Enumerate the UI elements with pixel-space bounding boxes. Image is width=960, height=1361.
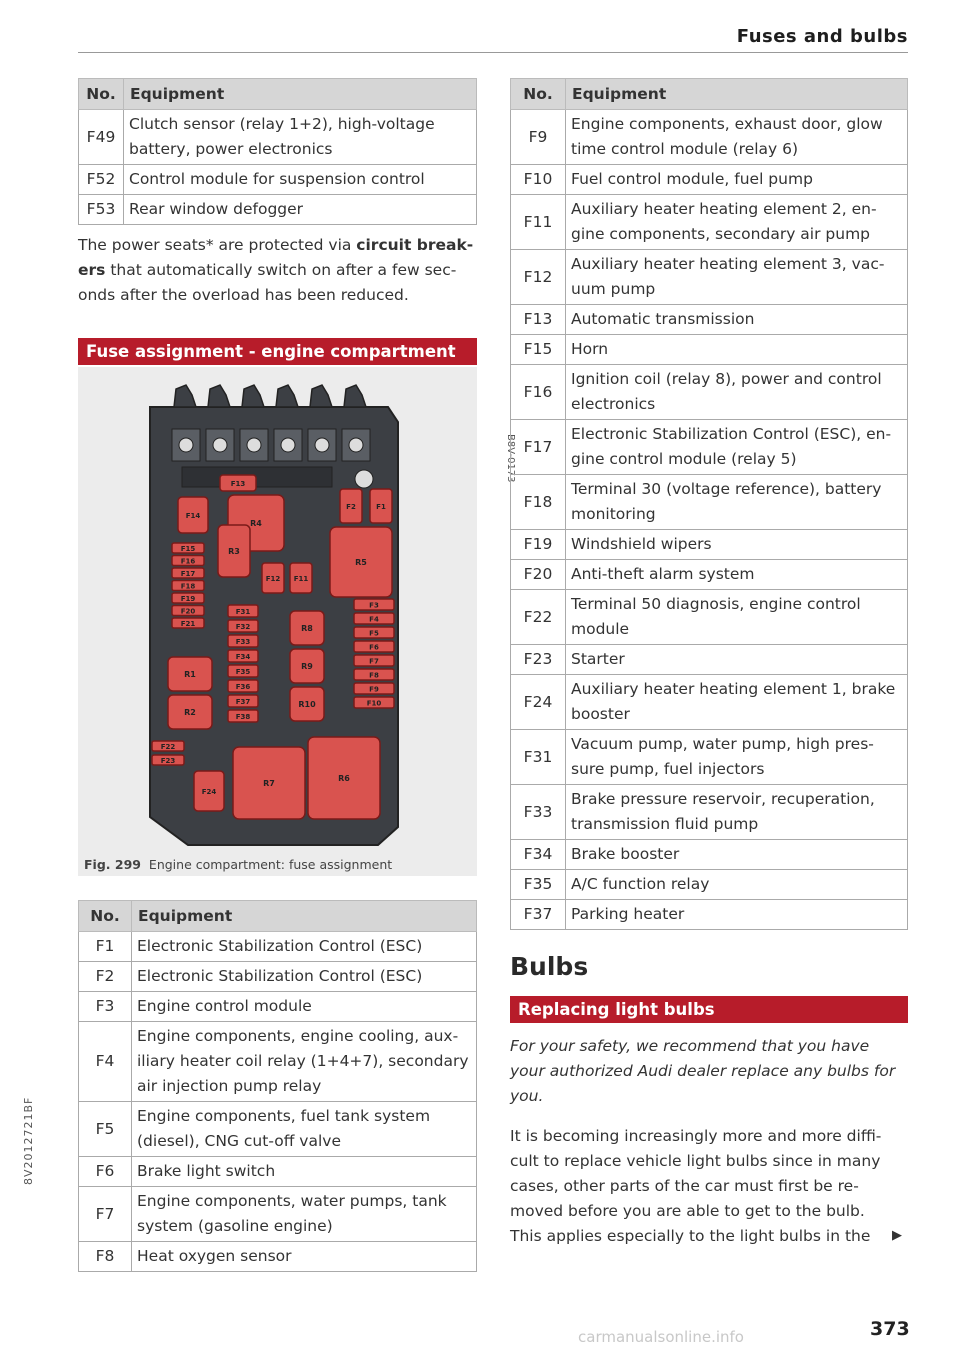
fuse-number: F2	[79, 962, 132, 992]
table-row	[511, 645, 908, 675]
fuse-number: F23	[511, 645, 566, 675]
fuse-number: F16	[511, 365, 566, 420]
fuse-equipment: Brake pressure reservoir, recuperation, transmission fluid pump	[566, 785, 908, 840]
mount-hole	[355, 470, 373, 488]
fuse-number: F52	[79, 165, 124, 195]
power-seats-paragraph	[78, 233, 477, 308]
fuse-table-engine-continued	[510, 78, 908, 930]
fuse-f2-label: F2	[346, 503, 356, 511]
fuse-equipment: Auxiliary heater heating element 3, vac-uum pump	[566, 250, 908, 305]
fuse-number: F31	[511, 730, 566, 785]
fuse-equipment: Windshield wipers	[566, 530, 908, 560]
para-text-start: The power seats* are protected via	[78, 236, 357, 254]
fuse-f13-label: F13	[230, 480, 246, 488]
col-no-header: No.	[79, 79, 124, 110]
running-header: Fuses and bulbs	[736, 26, 908, 47]
table-row	[79, 165, 477, 195]
fuse-equipment: Engine control module	[132, 992, 477, 1022]
fuse-f37-label: F37	[235, 698, 251, 706]
fuse-f12-label: F12	[265, 575, 281, 583]
fuse-equipment: Auxiliary heater heating element 1, brake booster	[566, 675, 908, 730]
fuse-f5-label: F5	[369, 629, 379, 638]
fuse-number: F20	[511, 560, 566, 590]
fuse-number: F9	[511, 110, 566, 165]
fuse-f23-label: F23	[160, 757, 176, 765]
continue-arrow-icon: ▶	[892, 1228, 902, 1243]
fuse-equipment: Automatic transmission	[566, 305, 908, 335]
fuse-number: F7	[79, 1187, 132, 1242]
relay-r5-label: R5	[355, 558, 367, 567]
table-row	[79, 110, 477, 165]
fuse-number: F33	[511, 785, 566, 840]
fuse-f14-label: F14	[185, 512, 201, 520]
fuse-f38-label: F38	[235, 713, 251, 721]
table-row	[79, 932, 477, 962]
fuse-f7-label: F7	[369, 657, 379, 666]
table-row	[511, 165, 908, 195]
figure-code: B8V-0173	[505, 434, 516, 483]
table-row	[79, 1102, 477, 1157]
table-row	[511, 530, 908, 560]
figure-caption-text: Engine compartment: fuse assignment	[148, 857, 393, 872]
bulbs-heading: Bulbs	[510, 952, 589, 981]
fuse-equipment: Horn	[566, 335, 908, 365]
fuse-equipment: Rear window defogger	[124, 195, 477, 225]
fuse-number: F6	[79, 1157, 132, 1187]
fuse-equipment: Engine components, water pumps, tank system (gasoline engine)	[132, 1187, 477, 1242]
fuse-number: F1	[79, 932, 132, 962]
fuse-equipment: Engine components, exhaust door, glow time control module (relay 6)	[566, 110, 908, 165]
figure-caption	[84, 857, 392, 872]
fuse-f16-label: F16	[180, 557, 196, 566]
fuse-number: F34	[511, 840, 566, 870]
relay-r3-label: R3	[228, 547, 240, 556]
relay-r8-label: R8	[301, 624, 313, 633]
table-row	[511, 195, 908, 250]
section-heading-replacing-bulbs: Replacing light bulbs	[510, 996, 908, 1023]
fuse-equipment: Ignition coil (relay 8), power and control electronics	[566, 365, 908, 420]
fuse-f6-label: F6	[369, 643, 379, 652]
fuse-equipment: Engine components, fuel tank system (diesel), CNG cut-off valve	[132, 1102, 477, 1157]
fuse-number: F8	[79, 1242, 132, 1272]
fuse-number: F17	[511, 420, 566, 475]
bulbs-safety-note: For your safety, we recommend that you have your authorized Audi dealer replace any bulbs for you.	[510, 1037, 896, 1105]
fuse-equipment: Starter	[566, 645, 908, 675]
relay-r9-label: R9	[301, 662, 313, 671]
fuse-f35-label: F35	[235, 668, 251, 676]
fuse-number: F19	[511, 530, 566, 560]
fuse-number: F15	[511, 335, 566, 365]
fuse-equipment: Control module for suspension control	[124, 165, 477, 195]
fuse-number: F35	[511, 870, 566, 900]
fuse-number: F12	[511, 250, 566, 305]
relay-r2-label: R2	[184, 708, 196, 717]
fuse-f20-label: F20	[180, 607, 196, 616]
table-row	[511, 675, 908, 730]
col-equipment-header: Equipment	[566, 79, 908, 110]
table-row	[511, 420, 908, 475]
fuse-number: F4	[79, 1022, 132, 1102]
fuse-equipment: Brake booster	[566, 840, 908, 870]
fuse-number: F49	[79, 110, 124, 165]
table-row	[511, 110, 908, 165]
fuse-equipment: Brake light switch	[132, 1157, 477, 1187]
fuse-f36-label: F36	[235, 683, 251, 691]
col-equipment-header: Equipment	[124, 79, 477, 110]
fuse-f24-label: F24	[201, 788, 217, 796]
table-row	[79, 1187, 477, 1242]
watermark: carmanualsonline.info	[578, 1328, 744, 1346]
relay-r1-label: R1	[184, 670, 196, 679]
table-row	[511, 870, 908, 900]
table-row	[79, 962, 477, 992]
table-row	[79, 195, 477, 225]
fuse-table-continued	[78, 78, 477, 225]
table-row	[511, 590, 908, 645]
fuse-number: F18	[511, 475, 566, 530]
fuse-equipment: Heat oxygen sensor	[132, 1242, 477, 1272]
table-row	[79, 1022, 477, 1102]
fuse-f21-label: F21	[180, 620, 196, 628]
relay-r6-label: R6	[338, 774, 350, 783]
fuse-number: F13	[511, 305, 566, 335]
fuse-number: F3	[79, 992, 132, 1022]
section-heading-engine-fuses: Fuse assignment - engine compartment	[78, 338, 477, 365]
fuse-f11-label: F11	[293, 575, 309, 583]
fuse-f1-label: F1	[376, 503, 386, 511]
fuse-f33-label: F33	[235, 638, 251, 646]
table-row	[511, 365, 908, 420]
fuse-table-engine	[78, 900, 477, 1272]
bus-bar	[182, 467, 332, 487]
fuse-f10-label: F10	[366, 699, 382, 708]
fuse-equipment: Electronic Stabilization Control (ESC), en-gine control module (relay 5)	[566, 420, 908, 475]
table-row	[511, 560, 908, 590]
fuse-f17-label: F17	[180, 570, 196, 578]
fuse-f8-label: F8	[369, 671, 379, 680]
fuse-number: F37	[511, 900, 566, 930]
table-row	[511, 250, 908, 305]
fuse-equipment: Auxiliary heater heating element 2, en-gine components, secondary air pump	[566, 195, 908, 250]
table-row	[79, 1242, 477, 1272]
fuse-number: F22	[511, 590, 566, 645]
page-number: 373	[870, 1318, 910, 1340]
col-equipment-header: Equipment	[132, 901, 477, 932]
fuse-equipment: Vacuum pump, water pump, high pres-sure pump, fuel injectors	[566, 730, 908, 785]
fuse-equipment: Fuel control module, fuel pump	[566, 165, 908, 195]
table-row	[511, 730, 908, 785]
fuse-number: F24	[511, 675, 566, 730]
fuse-f22-label: F22	[160, 743, 176, 751]
relay-r10-label: R10	[298, 700, 316, 709]
fuse-equipment: Terminal 30 (voltage reference), battery monitoring	[566, 475, 908, 530]
fuse-number: F10	[511, 165, 566, 195]
figure-number: Fig. 299	[84, 857, 141, 872]
fuse-equipment: Anti-theft alarm system	[566, 560, 908, 590]
table-row	[511, 840, 908, 870]
fuse-number: F53	[79, 195, 124, 225]
document-code: 8V2012721BF	[22, 1096, 35, 1185]
header-divider	[78, 52, 908, 53]
fuse-f19-label: F19	[180, 595, 196, 603]
fuse-f4-label: F4	[369, 615, 379, 624]
table-row	[511, 335, 908, 365]
top-clips	[174, 385, 366, 407]
fuse-number: F11	[511, 195, 566, 250]
col-no-header: No.	[79, 901, 132, 932]
fuse-f34-label: F34	[235, 653, 251, 661]
fuse-equipment: Parking heater	[566, 900, 908, 930]
table-row	[511, 475, 908, 530]
fuse-f18-label: F18	[180, 582, 196, 591]
fuse-equipment: Electronic Stabilization Control (ESC)	[132, 932, 477, 962]
fuse-number: F5	[79, 1102, 132, 1157]
figure-fuse-box	[78, 367, 516, 876]
fuse-f3-label: F3	[369, 601, 379, 610]
table-row	[79, 1157, 477, 1187]
relay-r4-label: R4	[250, 519, 262, 528]
bulbs-body-text: It is becoming increasingly more and more diffi-cult to replace vehicle light bulbs since in many cases, other parts of the car must first be re-moved before you are able to get to the bulb. This applies especially to the light bulbs in the	[510, 1127, 882, 1245]
fuse-f31-label: F31	[235, 608, 251, 616]
col-no-header: No.	[511, 79, 566, 110]
table-row	[511, 785, 908, 840]
fuse-f32-label: F32	[235, 623, 251, 631]
fuse-f9-label: F9	[369, 685, 379, 694]
fuse-f15-label: F15	[180, 545, 196, 553]
circuit-breakers-term: circuit break-ers	[78, 236, 474, 279]
table-row	[511, 305, 908, 335]
fuse-equipment: Clutch sensor (relay 1+2), high-voltage battery, power electronics	[124, 110, 477, 165]
fuse-box-diagram	[78, 367, 516, 876]
relay-r7-label: R7	[263, 779, 275, 788]
fuse-equipment: A/C function relay	[566, 870, 908, 900]
fuse-equipment: Engine components, engine cooling, aux-iliary heater coil relay (1+4+7), secondary air injection pump relay	[132, 1022, 477, 1102]
para-text-end: that automatically switch on after a few sec-onds after the overload has been reduced.	[78, 261, 457, 304]
fuse-equipment: Terminal 50 diagnosis, engine control module	[566, 590, 908, 645]
table-row	[511, 900, 908, 930]
table-row	[79, 992, 477, 1022]
fuse-equipment: Electronic Stabilization Control (ESC)	[132, 962, 477, 992]
